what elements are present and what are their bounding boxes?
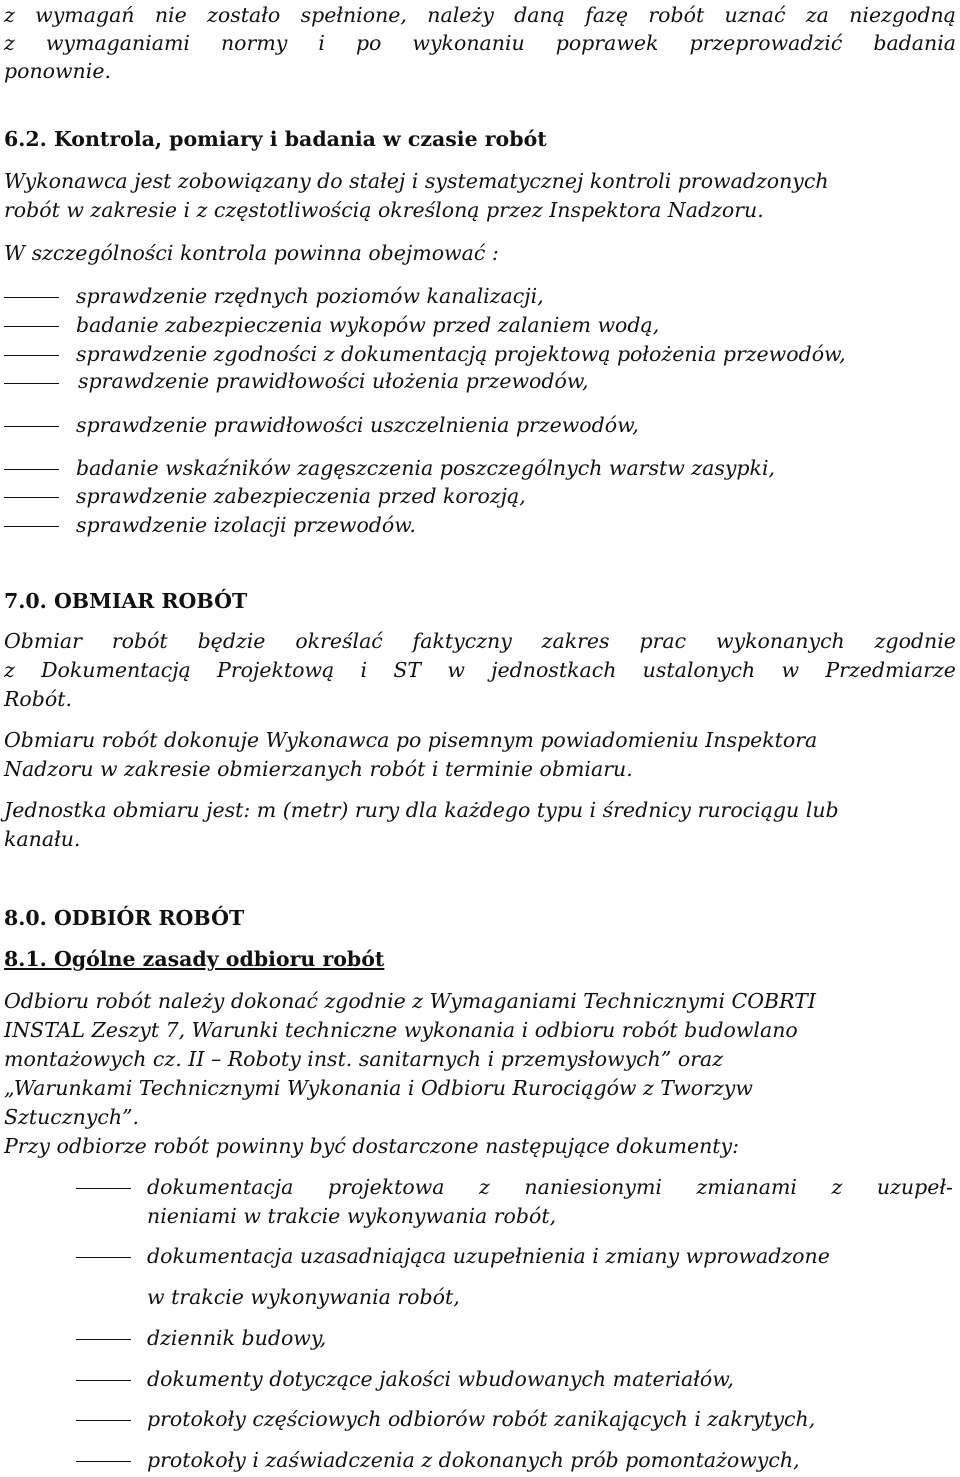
s70-p2-line-1: Obmiaru robót dokonuje Wykonawca po pisemnym powiadomieniu Inspektora <box>4 728 818 752</box>
s80-paragraph-line-1: Odbioru robót należy dokonać zgodnie z Wymaganiami Technicznymi COBRTI <box>4 989 816 1013</box>
s70-p1-line-1 <box>4 626 956 656</box>
list-dash <box>4 355 59 356</box>
s62-paragraph-line-1: Wykonawca jest zobowiązany do stałej i systematycznej kontroli prowadzonych <box>4 169 829 193</box>
s80-paragraph-line-2: INSTAL Zeszyt 7, Warunki techniczne wykonania i odbioru robót budowlano <box>4 1018 798 1042</box>
word: zostało <box>207 3 281 27</box>
control-item: sprawdzenie izolacji przewodów. <box>76 513 416 537</box>
word: i <box>318 31 325 55</box>
word: dokumentacja <box>147 1175 294 1199</box>
s80-paragraph-line-4: „Warunkami Technicznymi Wykonania i Odbioru Rurociągów z Tworzyw <box>4 1076 753 1100</box>
s62-intro: W szczególności kontrola powinna obejmować : <box>4 241 499 265</box>
document-item: dokumenty dotyczące jakości wbudowanych materiałów, <box>147 1367 734 1391</box>
list-dash <box>76 1461 131 1462</box>
word: uznać <box>724 3 786 27</box>
word: wymaganiami <box>45 31 190 55</box>
word: badania <box>873 31 956 55</box>
document-item: dokumentacja uzasadniająca uzupełnienia i zmiany wprowadzone <box>147 1244 830 1268</box>
word: z <box>4 31 15 55</box>
list-dash <box>4 383 59 384</box>
word: niezgodną <box>849 3 956 27</box>
word: po <box>355 31 382 55</box>
list-dash <box>76 1380 131 1381</box>
list-dash <box>76 1339 131 1340</box>
word: daną <box>514 3 565 27</box>
word: spełnione, <box>300 3 407 27</box>
control-item: sprawdzenie prawidłowości ułożenia przewodów, <box>78 369 589 393</box>
word: przeprowadzić <box>689 31 843 55</box>
document-item: dziennik budowy, <box>147 1326 327 1350</box>
control-item: sprawdzenie zgodności z dokumentacją projektową położenia przewodów, <box>76 342 846 366</box>
s62-paragraph-line-2: robót w zakresie i z częstotliwością określoną przez Inspektora Nadzoru. <box>4 198 764 222</box>
list-dash <box>4 497 59 498</box>
word: wymagań <box>35 3 135 27</box>
list-dash <box>76 1257 131 1258</box>
word: zgodnie <box>874 629 956 653</box>
control-item: badanie wskaźników zagęszczenia poszczególnych warstw zasypki, <box>76 456 776 480</box>
document-item-line-2: nieniami w trakcie wykonywania robót, <box>147 1204 557 1228</box>
word: poprawek <box>555 31 659 55</box>
word: w <box>447 658 465 682</box>
list-dash <box>4 326 59 327</box>
document-item: protokoły częściowych odbiorów robót zanikających i zakrytych, <box>147 1407 816 1431</box>
word: jednostkach <box>491 658 617 682</box>
word: robót <box>648 3 705 27</box>
word: z <box>479 1175 490 1199</box>
word: nie <box>154 3 187 27</box>
top-line-1 <box>4 0 956 30</box>
list-dash <box>4 297 59 298</box>
word: robót <box>111 629 168 653</box>
s70-p1-line-2 <box>4 655 956 685</box>
s70-p1-line-3: Robót. <box>4 687 72 711</box>
s80-paragraph-line-5: Sztucznych”. <box>4 1105 140 1129</box>
control-item: badanie zabezpieczenia wykopów przed zalaniem wodą, <box>76 313 660 337</box>
word: naniesionymi <box>524 1175 662 1199</box>
control-item: sprawdzenie prawidłowości uszczelnienia przewodów, <box>76 413 639 437</box>
word: uzupeł- <box>876 1175 953 1199</box>
s70-p3-line-2: kanału. <box>4 827 81 851</box>
word: i <box>360 658 368 682</box>
control-item: sprawdzenie zabezpieczenia przed korozją, <box>76 484 526 508</box>
s70-p3-line-1: Jednostka obmiaru jest: m (metr) rury dla każdego typu i średnicy rurociągu lub <box>4 798 839 822</box>
word: wykonaniu <box>412 31 525 55</box>
word: ustalonych <box>642 658 756 682</box>
word: faktyczny <box>412 629 512 653</box>
section-6-2-heading: 6.2. Kontrola, pomiary i badania w czasie robót <box>4 127 547 151</box>
word: będzie <box>197 629 266 653</box>
section-8-0-heading: 8.0. ODBIÓR ROBÓT <box>4 906 245 930</box>
word: zmianami <box>696 1175 797 1199</box>
word: normy <box>220 31 288 55</box>
document-item-line-2: w trakcie wykonywania robót, <box>147 1285 460 1309</box>
section-8-1-heading: 8.1. Ogólne zasady odbioru robót <box>4 947 385 971</box>
list-dash <box>76 1420 131 1421</box>
word: z <box>4 3 15 27</box>
word: za <box>805 3 829 27</box>
word: Dokumentacją <box>41 658 191 682</box>
s80-paragraph-line-3: montażowych cz. II – Roboty inst. sanitarnych i przemysłowych” oraz <box>4 1047 724 1071</box>
s80-documents-intro: Przy odbiorze robót powinny być dostarczone następujące dokumenty: <box>4 1134 740 1158</box>
word: prac <box>639 629 687 653</box>
document-item-line-1 <box>147 1172 953 1202</box>
list-dash <box>4 469 59 470</box>
word: projektowa <box>327 1175 445 1199</box>
top-line-2 <box>4 28 956 58</box>
list-dash <box>76 1188 131 1189</box>
word: należy <box>427 3 494 27</box>
section-7-0-heading: 7.0. OBMIAR ROBÓT <box>4 589 248 613</box>
document-item: protokoły i zaświadczenia z dokonanych prób pomontażowych, <box>147 1448 800 1472</box>
word: ST <box>393 658 422 682</box>
word: zakres <box>541 629 610 653</box>
word: określać <box>295 629 383 653</box>
list-dash <box>4 526 59 527</box>
control-item: sprawdzenie rzędnych poziomów kanalizacji, <box>76 284 544 308</box>
word: fazę <box>585 3 628 27</box>
word: wykonanych <box>715 629 845 653</box>
word: w <box>781 658 800 682</box>
list-dash <box>4 426 59 427</box>
word: z <box>831 1175 843 1199</box>
word: Projektową <box>217 658 335 682</box>
top-line-3: ponownie. <box>4 59 111 83</box>
s70-p2-line-2: Nadzoru w zakresie obmierzanych robót i terminie obmiaru. <box>4 757 633 781</box>
word: z <box>4 658 15 682</box>
word: Przedmiarze <box>825 658 956 682</box>
word: Obmiar <box>4 629 82 653</box>
